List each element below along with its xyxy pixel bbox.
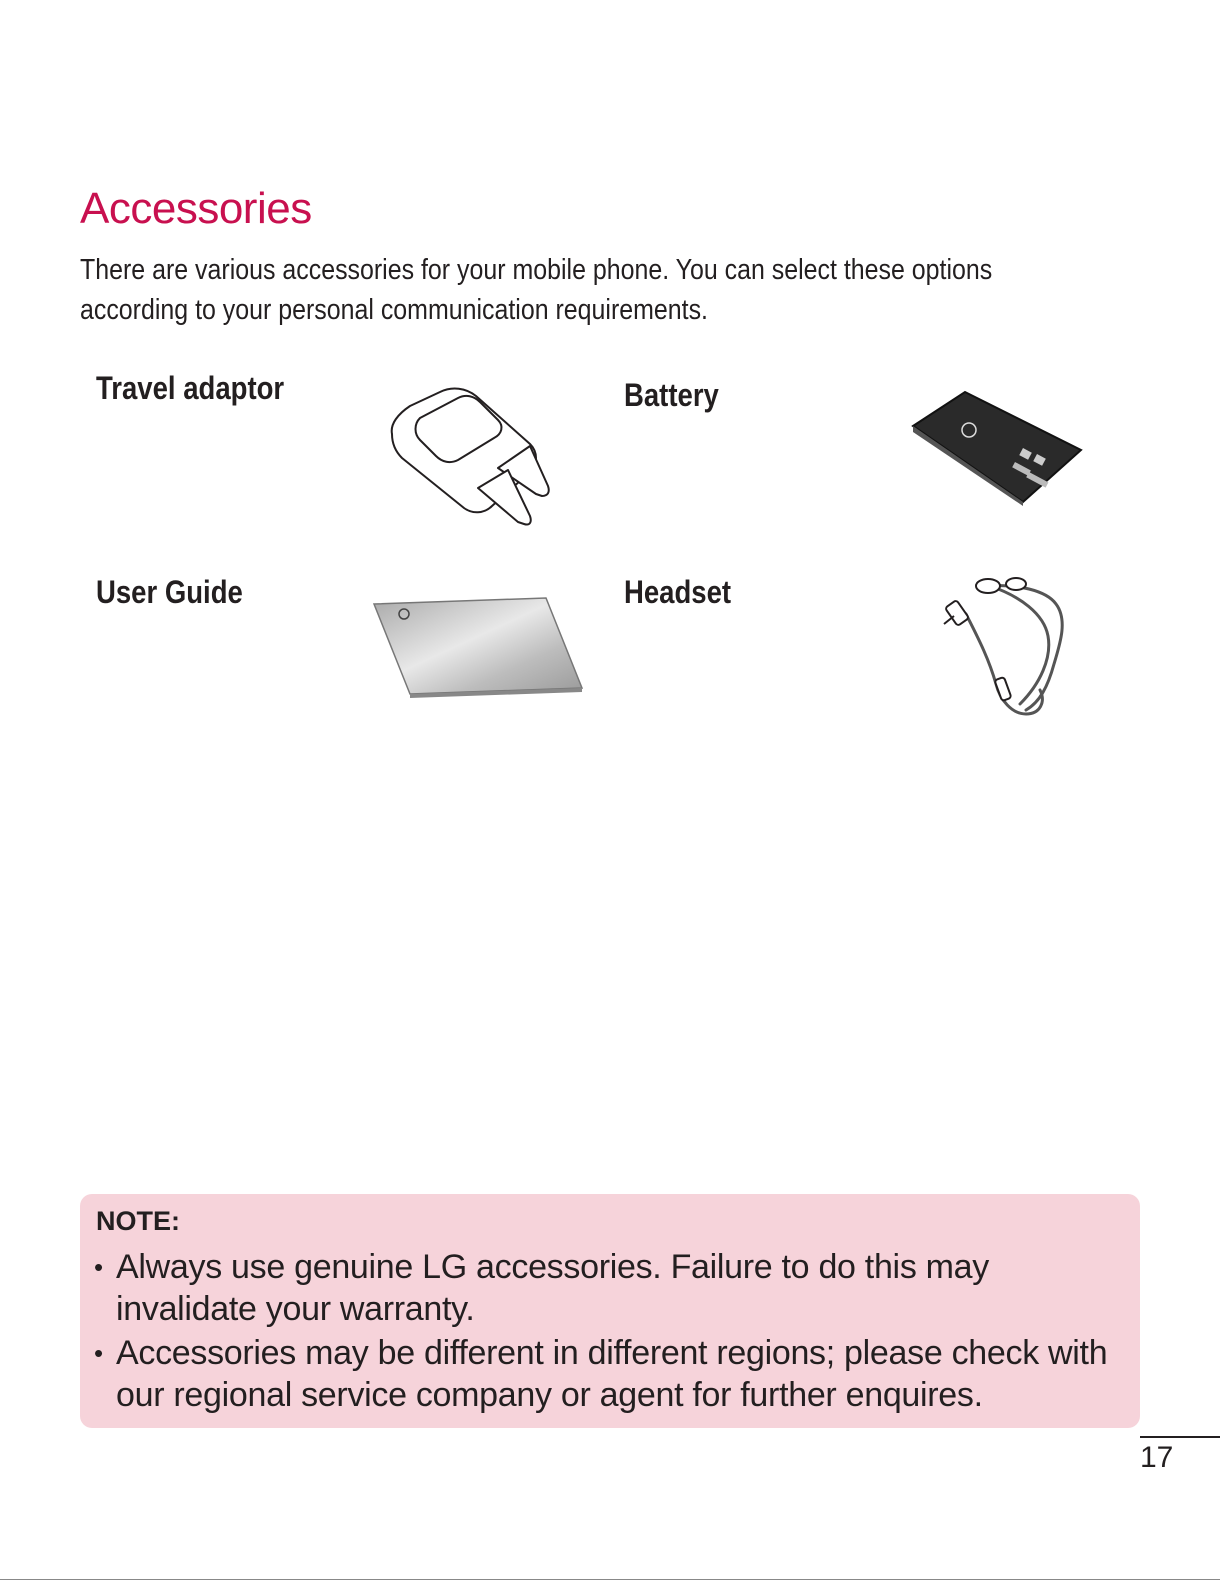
note-item: • Accessories may be different in different regions; please check with our regional service company or agent for further enquires. [94,1332,1134,1416]
accessory-label-battery: Battery [624,377,719,413]
accessory-label-headset: Headset [624,574,732,610]
note-title: NOTE: [96,1206,180,1236]
note-item: • Always use genuine LG accessories. Failure to do this may invalidate your warranty. [94,1246,1134,1330]
user-guide-illustration [368,596,586,698]
page-bottom-edge [0,1579,1220,1580]
battery-illustration [905,388,1090,506]
headset-illustration [936,574,1088,722]
intro-line: There are various accessories for your mobile phone. You can select these options [80,254,993,286]
page-number-rule [1140,1436,1220,1438]
note-box [80,1194,1140,1428]
travel-adaptor-illustration [380,384,570,534]
page-number: 17 [1140,1441,1174,1474]
page-title: Accessories [80,184,312,233]
intro-line: according to your personal communication requirements. [80,294,708,326]
accessory-label-travel-adaptor: Travel adaptor [96,370,285,406]
note-list [94,1246,1134,1418]
intro-paragraph [80,250,1129,330]
accessory-label-user-guide: User Guide [96,574,243,610]
